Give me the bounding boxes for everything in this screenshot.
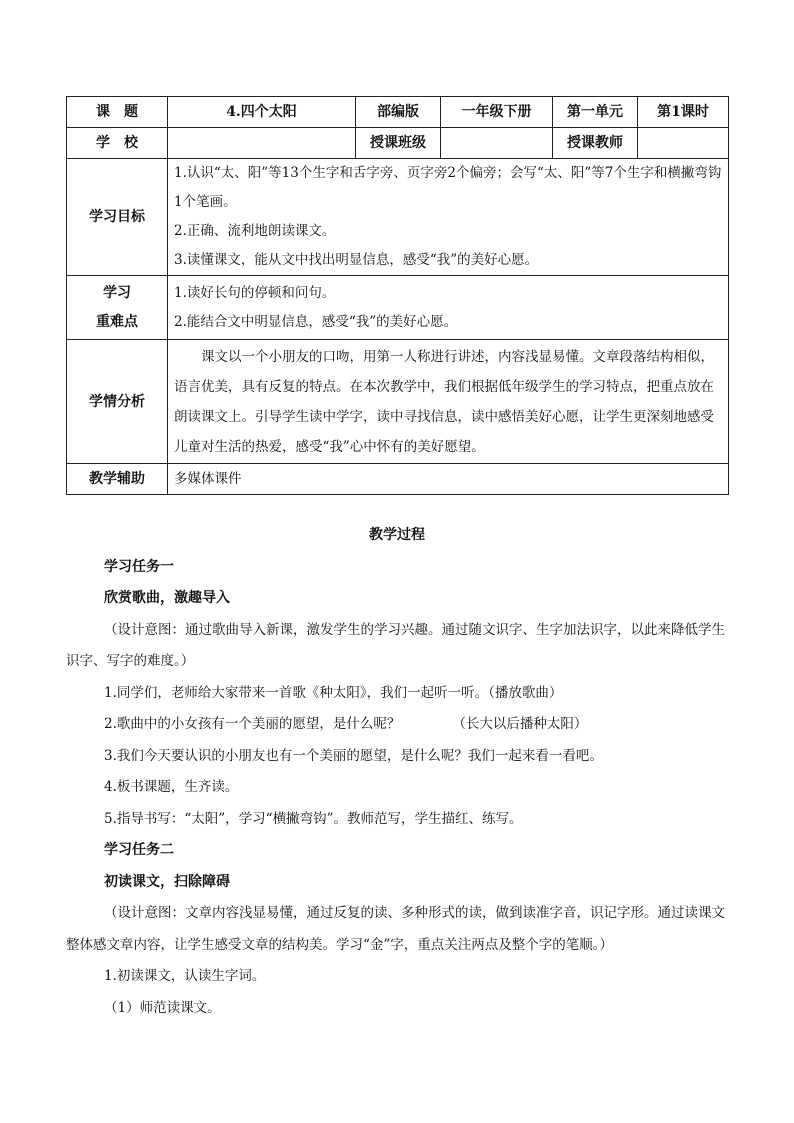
process-title: 教学过程 [369, 527, 425, 543]
table-row [67, 340, 729, 464]
task1-step: 1.同学们，老师给大家带来一首歌《种太阳》，我们一起听一听。（播放歌曲） [104, 684, 563, 701]
class-label: 授课班级 [356, 128, 441, 159]
task2-heading: 学习任务二 [104, 842, 174, 858]
difficulties-label-line1: 学习 [103, 284, 131, 301]
task1-subheading: 欣赏歌曲，激趣导入 [104, 590, 230, 606]
difficulty-item: 2.能结合文中明显信息，感受“我”的美好心愿。 [174, 313, 458, 330]
table-row [67, 464, 729, 495]
aids-label: 教学辅助 [67, 464, 168, 495]
task1-step: 5.指导书写：“太阳”，学习“横撇弯钩”。教师范写，学生描红、练写。 [104, 810, 523, 827]
edition-cell: 部编版 [356, 97, 441, 128]
table-row [67, 276, 729, 340]
lesson-info-table [66, 96, 729, 495]
task2-intent: （设计意图：文章内容浅显易懂，通过反复的读、多种形式的读，做到读准字音，识记字形。通过读课文整体感文章内容，让学生感受文章的结构美。学习“金”字，重点关注两点及整个字的笔顺。） [66, 905, 725, 953]
analysis-text: 课文以一个小朋友的口吻，用第一人称进行讲述，内容浅显易懂。文章段落结构相似，语言优美，具有反复的特点。在本次教学中，我们根据低年级学生的学习特点，把重点放在朗读课文上。引导学生读中学字，读中寻找信息，读中感悟美好心愿，让学生更深刻地感受儿童对生活的热爱，感受“我”心中怀有的美好愿望。 [174, 348, 714, 455]
unit-cell: 第一单元 [553, 97, 638, 128]
teacher-value [638, 128, 729, 159]
school-value [168, 128, 356, 159]
task2-subheading: 初读课文，扫除障碍 [104, 873, 230, 890]
task1-step [66, 709, 728, 741]
difficulties-label-line2: 重难点 [96, 313, 138, 330]
difficulties-content [168, 276, 729, 340]
goals-content [168, 159, 729, 276]
table-row [67, 159, 729, 276]
task1-heading: 学习任务一 [104, 558, 174, 575]
analysis-content [168, 340, 729, 464]
subject-label: 课 题 [67, 97, 168, 128]
task2-step: 1.初读课文，认读生字词。 [104, 968, 266, 984]
difficulties-label [67, 276, 168, 340]
teaching-process [66, 520, 728, 1024]
lesson-cell: 第1课时 [638, 97, 729, 128]
difficulty-item: 1.读好长句的停顿和问句。 [174, 284, 336, 301]
teacher-label: 授课教师 [553, 128, 638, 159]
goal-item: 2.正确、流利地朗读课文。 [174, 223, 336, 239]
subject-value: 4.四个太阳 [168, 97, 356, 128]
task1-step: 4.板书课题，生齐读。 [104, 779, 239, 795]
task1-step2-question: 2.歌曲中的小女孩有一个美丽的愿望，是什么呢？ [104, 716, 401, 732]
table-row [67, 128, 729, 159]
aids-value: 多媒体课件 [168, 464, 729, 495]
grade-cell: 一年级下册 [441, 97, 553, 128]
goals-label: 学习目标 [67, 159, 168, 276]
task1-step2-answer: （长大以后播种太阳） [452, 716, 588, 732]
task2-substep: （1）师范读课文。 [104, 999, 221, 1016]
school-label: 学 校 [67, 128, 168, 159]
table-row [67, 97, 729, 128]
analysis-label: 学情分析 [67, 340, 168, 464]
task1-step: 3.我们今天要认识的小朋友也有一个美丽的愿望，是什么呢？我们一起来看一看吧。 [104, 747, 603, 764]
goal-item: 3.读懂课文，能从文中找出明显信息，感受“我”的美好心愿。 [174, 252, 539, 268]
class-value [441, 128, 553, 159]
goal-item: 1.认识“太、阳”等13个生字和舌字旁、页字旁2个偏旁；会写“太、阳”等7个生字和横撇弯钩1个笔画。 [174, 165, 722, 210]
task1-intent: （设计意图：通过歌曲导入新课，激发学生的学习兴趣。通过随文识字、生字加法识字，以此来降低学生识字、写字的难度。） [66, 621, 725, 669]
